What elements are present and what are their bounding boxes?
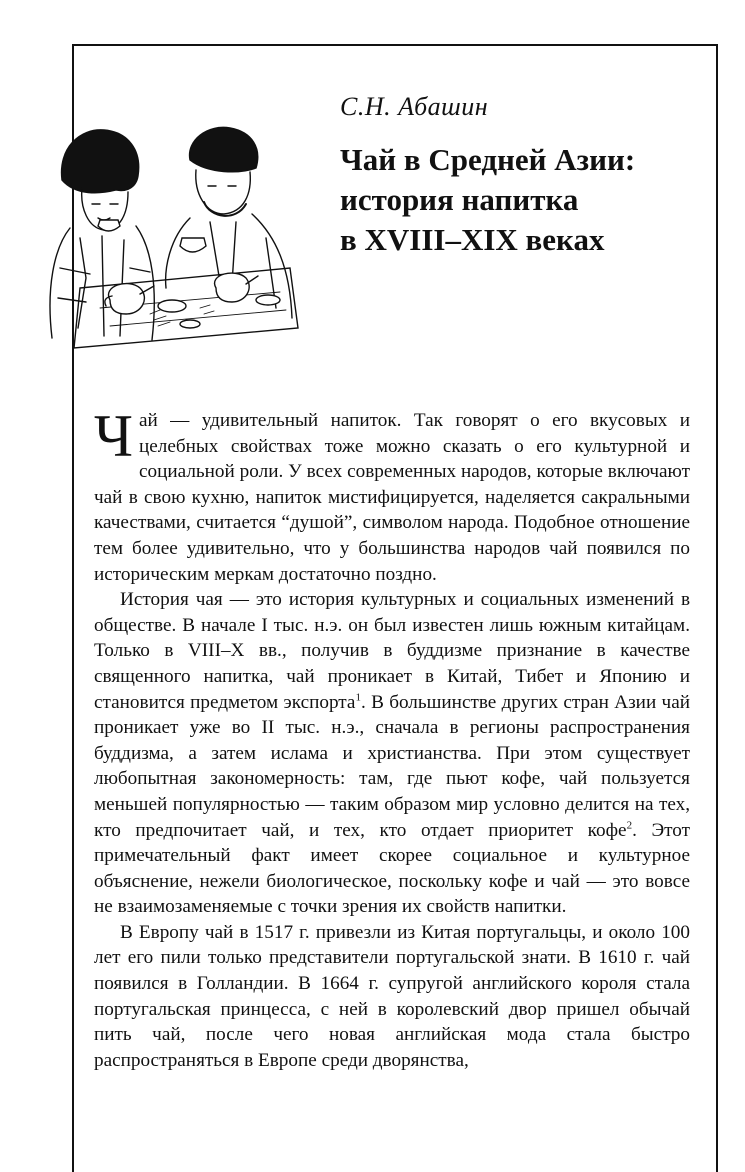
title-line: история напитка — [340, 182, 579, 217]
drop-cap: Ч — [94, 403, 133, 469]
paragraph-2-text-c: . Этот примечательный факт имеет скорее социальное и культурное объяснение, нежели биологическое, поскольку кофе и чай — это вовсе не взаимозаменяемые с точки зрения их свойств напитки. — [94, 819, 690, 918]
tea-drinkers-illustration — [40, 118, 300, 350]
paragraph-2 — [94, 587, 690, 920]
paragraph-2-text-b: . В большинстве других стран Азии чай проникает уже во II тыс. н.э., сначала в регионы распространения буддизма, а затем ислама и христианства. При этом существует любопытная закономерность: там, где пьют кофе, чай пользуется меньшей популярностью — таким образом мир условно делится на тех, кто предпочитает чай, и тех, кто отдает приоритет кофе — [94, 691, 690, 841]
title-line: в XVIII–XIX веках — [340, 222, 605, 257]
article-body — [94, 403, 690, 1073]
title-line: Чай в Средней Азии: — [340, 142, 636, 177]
footnote-ref-1: 1 — [355, 691, 361, 704]
paragraph-2-text-a: История чая — это история культурных и социальных изменений в обществе. В начале I тыс. н.э. он был известен лишь южным китайцам. Только в VIII–X вв., получив в буддизме признание в качестве священного напитка, чай проникает в Китай, Тибет и Японию и становится предметом экспорта — [94, 589, 690, 713]
article-title — [340, 140, 700, 260]
paragraph-3: В Европу чай в 1517 г. привезли из Китая португальцы, и около 100 лет его пили только представители португальской знати. В 1610 г. чай появился в Голландии. В 1664 г. супругой английского короля стала португальская принцесса, с ней в королевский двор пришел обычай пить чай, после чего новая английская мода стала быстро распространяться в Европе среди дворянства, — [94, 921, 690, 1071]
paragraph-1 — [94, 403, 690, 587]
author-name: С.Н. Абашин — [340, 92, 489, 121]
footnote-ref-2: 2 — [626, 819, 633, 832]
paragraph-1-text: ай — удивительный напиток. Так говорят о его вкусовых и целебных свойствах тоже можно сказать о его культурной и социальной роли. У всех современных народов, которые включают чай в свою кухню, напиток мистифицируется, наделяется сакральными качествами, считается “душой”, символом народа. Подобное отношение тем более удивительно, что у большинства народов чай появился по историческим меркам достаточно поздно. — [94, 410, 690, 585]
